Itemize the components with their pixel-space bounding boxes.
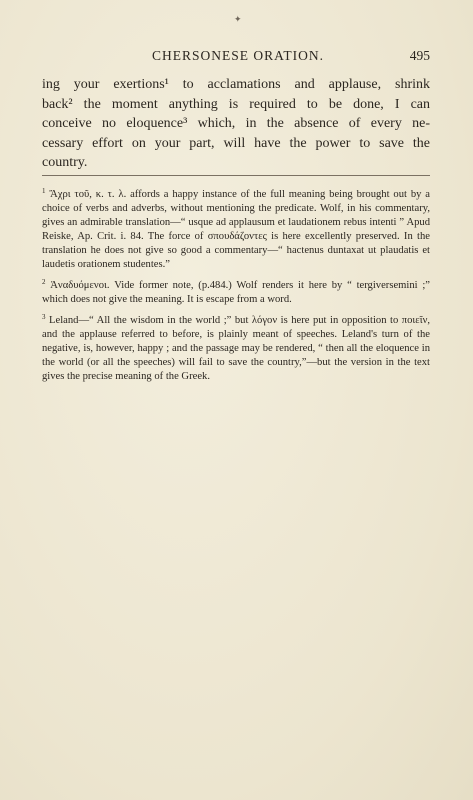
footnote-3 [42,310,430,384]
running-header [42,48,430,64]
footnote-marker: 2 [42,278,46,286]
text-line: back² the moment anything is required to be done, I can [42,96,430,112]
footnote-marker: 1 [42,187,46,195]
main-text [42,75,430,173]
footnotes [42,184,430,384]
footnote-text: Leland—“ All the wisdom in the world ;” but λόγον is here put in opposition to ποιεῖν, and the applause referred to before, is plainly meant of speeches. Leland's turn of the negative, is, however, happy ; and the passage may be rendered, “ then all the eloquence in the world (or all the speeches) will fail to save the country,”—but the version in the text gives the precise meaning of the Greek. [42,315,431,382]
text-line: ing your exertions¹ to acclamations and applause, shrink [42,77,430,92]
running-title: CHERSONESE ORATION. [152,48,325,63]
footnote-marker: 3 [42,313,46,321]
footnote-rule [42,175,430,176]
text-line: cessary effort on your part, will have the power to save the [42,135,430,151]
footnote-2 [42,275,430,307]
footnote-1 [42,184,430,272]
page-number: 495 [409,48,430,63]
text-line: country. [42,155,88,170]
text-line: conceive no eloquence³ which, in the absence of every ne- [42,116,430,131]
footnote-text: Ἀναδυόμενοι. Vide former note, (p.484.) Wolf renders it here by “ tergiversemini ;” which does not give the meaning. It is escape from a word. [42,280,430,305]
footnote-text: Ἄχρι τοῦ, κ. τ. λ. affords a happy instance of the full meaning being brought out by a choice of verbs and adverbs, without mentioning the predicate. Wolf, in his commentary, gives an admirable translation—“ usque ad applausum et laudationem rebus intenti ” Apud Reiske, Ap. Crit. i. 84. The force of σπουδάζοντες is here excellently preserved. In the translation he does not give so good a commentary—“ hactenus duntaxat ut plaudatis et laudetis orationem studentes.” [42,189,430,270]
top-ornament: ✦ [234,14,242,24]
